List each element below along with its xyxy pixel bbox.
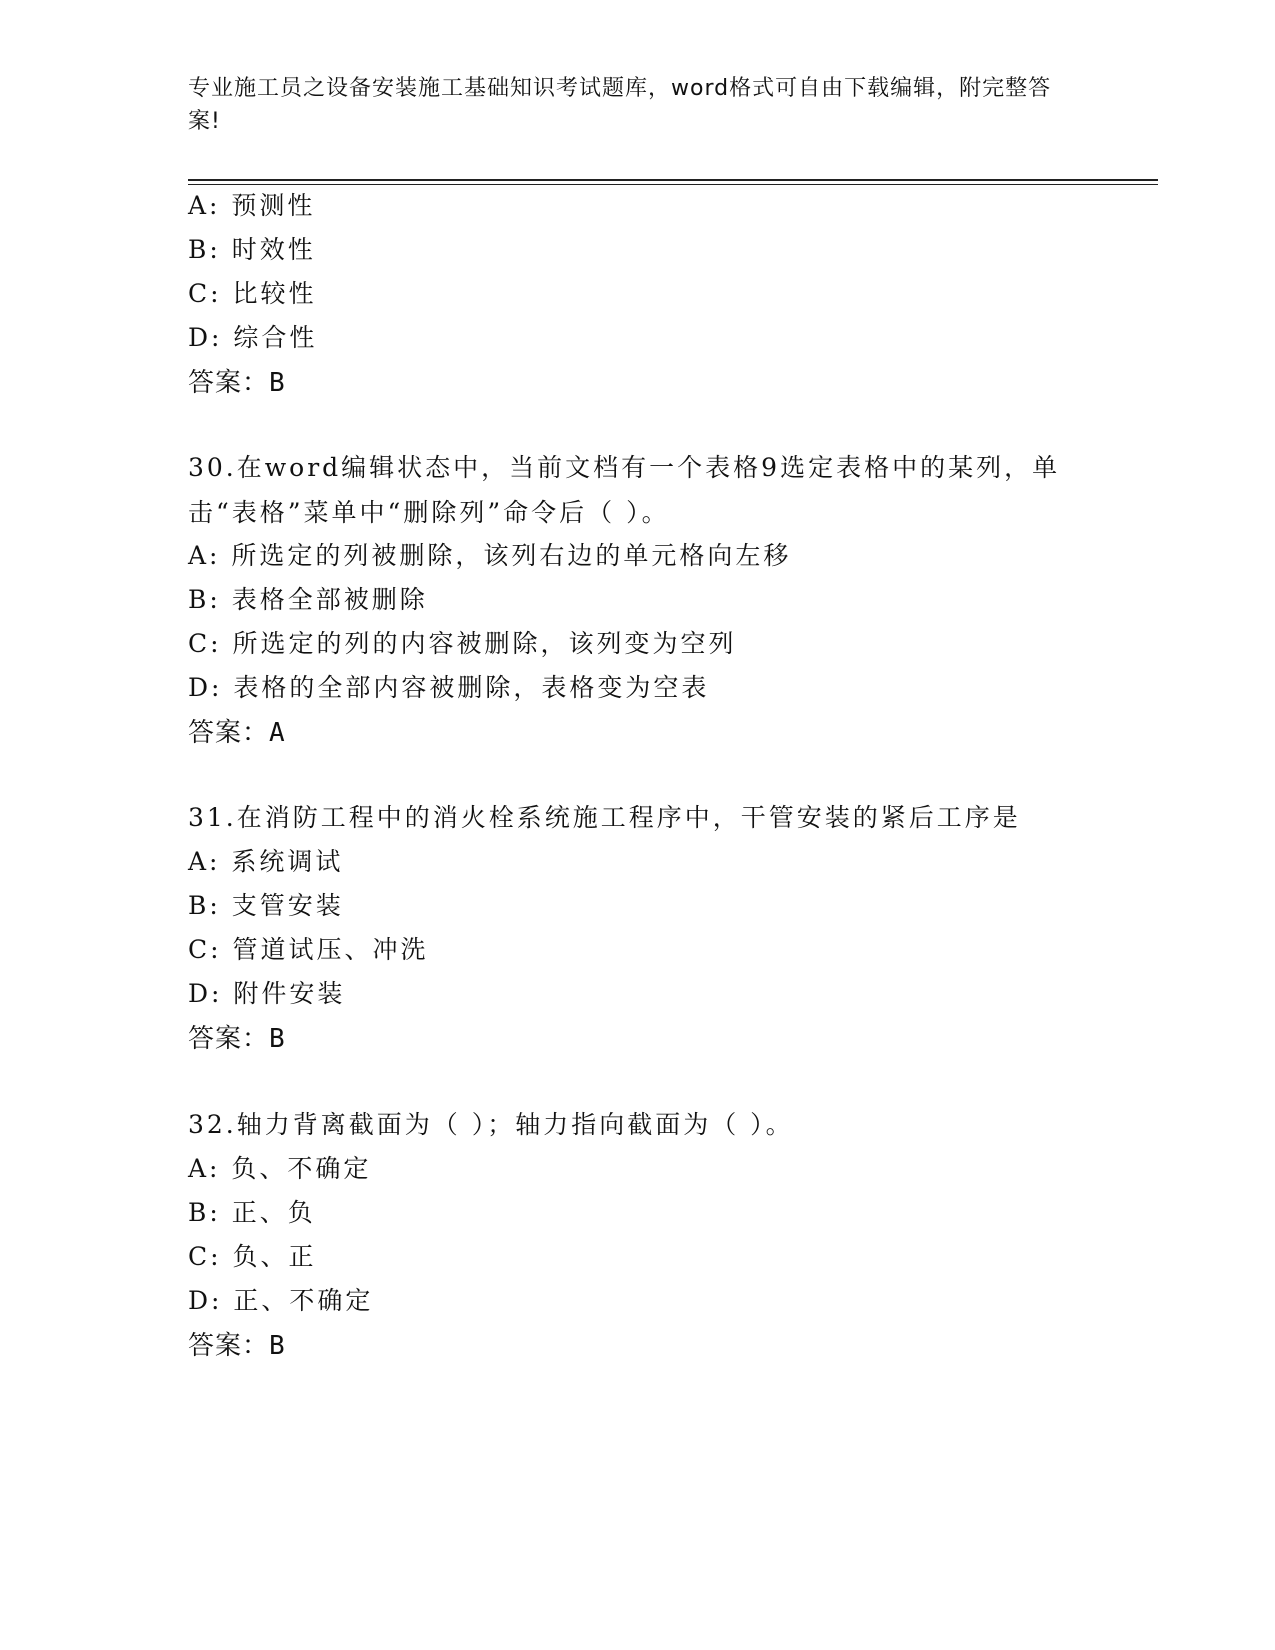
answer-value: B — [269, 1331, 286, 1361]
answer-label: 答案： — [188, 1331, 270, 1361]
document-header: 专业施工员之设备安装施工基础知识考试题库，word格式可自由下载编辑，附完整答案! — [188, 76, 1052, 134]
answer-line — [188, 1325, 286, 1362]
option-b: B: 时效性 — [188, 235, 316, 264]
option-d: D: 综合性 — [188, 323, 318, 352]
option-a: A: 预测性 — [188, 191, 316, 220]
option-b: B: 正、负 — [188, 1198, 316, 1227]
answer-value: A — [269, 718, 286, 748]
answer-label: 答案： — [188, 1024, 270, 1054]
header-rule-thick — [188, 179, 1158, 181]
answer-label: 答案： — [188, 718, 270, 748]
question-30-text: 30.在word编辑状态中，当前文档有一个表格9选定表格中的某列，单击“表格”菜单中“删除列”命令后（ ）。 — [188, 453, 1061, 527]
option-c: C: 所选定的列的内容被删除，该列变为空列 — [188, 629, 737, 658]
answer-value: B — [269, 368, 286, 398]
answer-label: 答案： — [188, 368, 270, 398]
option-d: D: 附件安装 — [188, 979, 346, 1008]
answer-line — [188, 712, 286, 749]
question-31-text: 31.在消防工程中的消火栓系统施工程序中，干管安装的紧后工序是 — [188, 803, 1021, 832]
option-a: A: 负、不确定 — [188, 1154, 372, 1183]
header-rule-thin — [188, 184, 1158, 185]
option-d: D: 正、不确定 — [188, 1286, 374, 1315]
question-32-text: 32.轴力背离截面为（ ）；轴力指向截面为（ ）。 — [188, 1110, 794, 1139]
option-c: C: 负、正 — [188, 1242, 317, 1271]
option-a: A: 系统调试 — [188, 847, 344, 876]
answer-line — [188, 362, 286, 399]
option-c: C: 管道试压、冲洗 — [188, 935, 429, 964]
option-b: B: 表格全部被删除 — [188, 585, 428, 614]
option-d: D: 表格的全部内容被删除，表格变为空表 — [188, 673, 710, 702]
answer-line — [188, 1018, 286, 1055]
option-c: C: 比较性 — [188, 279, 317, 308]
answer-value: B — [269, 1024, 286, 1054]
option-a: A: 所选定的列被删除，该列右边的单元格向左移 — [188, 541, 792, 570]
option-b: B: 支管安装 — [188, 891, 344, 920]
